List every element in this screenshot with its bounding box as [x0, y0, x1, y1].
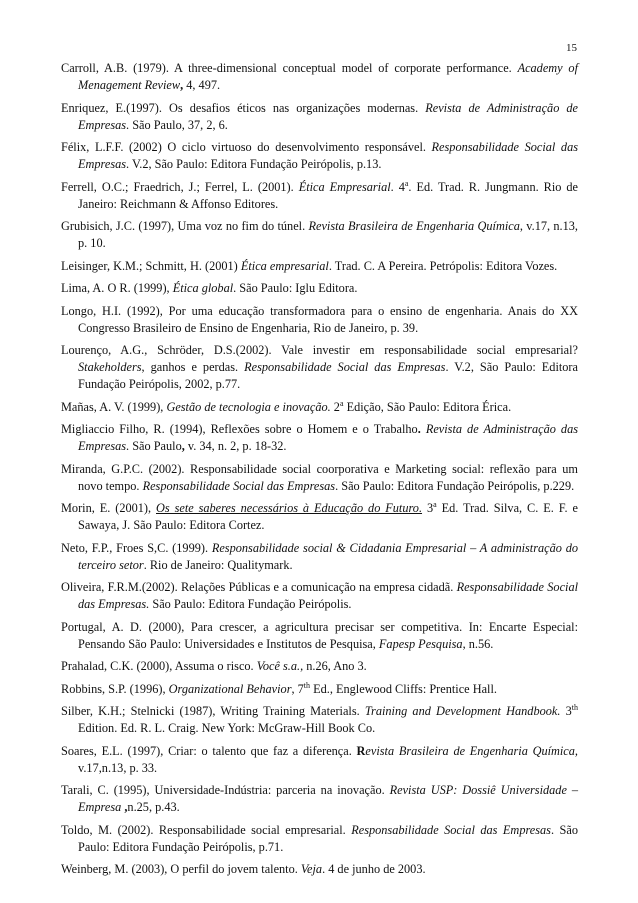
reference-text: Você s.a.,: [256, 659, 304, 673]
reference-text: th: [571, 702, 578, 712]
reference-text: Responsabilidade Social das Empresas: [244, 360, 446, 374]
page-number: 15: [566, 42, 577, 54]
reference-text: . V.2, São Paulo: Editora Fundação Peirópolis, p.13.: [126, 157, 382, 171]
reference-text: ,: [180, 78, 184, 92]
reference-text: Félix, L.F.F. (2002) O ciclo virtuoso do desenvolvimento responsável.: [61, 140, 432, 154]
reference-text: . 4 de junho de 2003.: [322, 862, 426, 876]
reference-text: Mañas, A. V. (1999),: [61, 399, 167, 414]
reference-text: Responsabilidade Social das Empresas.: [78, 580, 579, 611]
reference-text: a: [339, 398, 344, 408]
reference-text: . São Paulo, 37, 2, 6.: [126, 117, 228, 132]
reference-text: Portugal, A. D. (2000), Para crescer, a agricultura precisar ser competitiva. In: Encarte Especial: Pensando São Paulo: Universidades e Institutos de Pesquisa,: [61, 619, 578, 651]
reference-text: Ed., Englewood Cliffs: Prentice Hall.: [310, 681, 497, 696]
reference-text: . Trad. C. A Pereira. Petrópolis: Editora Vozes.: [328, 258, 558, 273]
reference-text: , n.56.: [462, 636, 494, 651]
reference-text: Prahalad, C.K. (2000), Assuma o risco.: [61, 659, 257, 673]
reference-entry: [61, 218, 578, 252]
reference-text: Enriquez, E.(1997). Os desafios éticos nas organizações modernas.: [61, 100, 426, 115]
reference-text: Migliaccio Filho, R. (1994), Reflexões sobre o Homem e o Trabalho: [61, 422, 418, 436]
reference-text: ,: [181, 439, 185, 453]
reference-text: Revista de Administração das Empresas: [78, 422, 579, 453]
reference-text: Responsabilidade Social das Empresas: [78, 140, 579, 171]
reference-text: Ed. Trad. Silva, C. E. F. e Sawaya, J. São Paulo: Editora Cortez.: [78, 501, 578, 532]
reference-entry: [61, 579, 578, 613]
reference-text: . Ed. Trad. R. Jungmann. Rio de Janeiro: Reichmann & Affonso Editores.: [78, 179, 578, 211]
reference-text: Weinberg, M. (2003), O perfil do jovem talento.: [61, 862, 301, 876]
reference-entry: [61, 258, 578, 275]
reference-text: R: [356, 743, 366, 758]
reference-text: Silber, K.H.; Stelnicki (1987), Writing Training Materials.: [61, 704, 365, 718]
reference-text: Morin, E. (2001),: [61, 501, 156, 515]
reference-text: Lima, A. O R. (1999),: [61, 281, 173, 295]
reference-text: . Rio de Janeiro: Qualitymark.: [143, 557, 293, 572]
reference-text: Veja: [300, 862, 323, 876]
reference-text: Soares, E.L. (1997), Criar: o talento que faz a diferença.: [61, 743, 357, 758]
reference-entry: [61, 619, 578, 653]
reference-text: a: [433, 499, 437, 509]
reference-entry: [61, 342, 578, 393]
reference-text: Leisinger, K.M.; Schmitt, H. (2001): [61, 258, 241, 273]
reference-text: Ferrell, O.C.; Fraedrich, J.; Ferrel, L. (2001).: [61, 179, 299, 194]
reference-text: evista Brasileira de Engenharia Química,: [365, 743, 578, 758]
reference-text: Miranda, G.P.C. (2002). Responsabilidade social coorporativa e Marketing social: reflexão para um novo tempo.: [61, 461, 578, 493]
reference-entry: [61, 60, 578, 94]
reference-text: a: [404, 178, 409, 188]
reference-text: 4, 497.: [183, 78, 221, 92]
reference-text: Ética Empresarial: [298, 179, 391, 194]
reference-text: Longo, H.I. (1992), Por uma educação transformadora para o ensino de engenharia. Anais do XX Congresso Brasileiro de Ensino de Engenharia, Rio de Janeiro, p. 39.: [61, 303, 578, 335]
reference-text: Training and Development Handbook.: [364, 704, 561, 718]
reference-text: Grubisich, J.C. (1997), Uma voz no fim do túnel.: [61, 219, 309, 233]
reference-text: v. 34, n. 2, p. 18-32.: [184, 439, 287, 453]
reference-entry: [61, 100, 578, 134]
reference-text: . São Paulo: Editora Fundação Peirópolis, p.71.: [78, 822, 578, 854]
reference-text: Ética empresarial: [240, 258, 329, 273]
reference-entry: [61, 421, 578, 455]
reference-entry: [61, 658, 578, 675]
reference-text: , ganhos e perdas.: [141, 360, 245, 374]
reference-text: Responsabilidade social & Cidadania Empresarial – A administração do terceiro setor: [78, 540, 578, 572]
reference-text: v.17,n.13, p. 33.: [78, 760, 158, 775]
reference-text: , 7: [291, 681, 304, 696]
reference-entry: [61, 861, 578, 878]
reference-entry: [61, 822, 578, 856]
reference-text: Revista Brasileira de Engenharia Química: [308, 219, 520, 233]
reference-entry: [61, 743, 578, 777]
reference-text: Fapesp Pesquisa: [378, 636, 463, 651]
reference-text: Oliveira, F.R.M.(2002). Relações Públicas e a comunicação na empresa cidadã.: [61, 580, 457, 594]
reference-text: . São Paulo: Editora Fundação Peirópolis, p.229.: [335, 478, 575, 493]
reference-text: 2: [330, 399, 340, 414]
reference-text: Revista USP: Dossiê Universidade – Empresa: [78, 783, 578, 814]
reference-text: . São Paulo: [126, 439, 182, 453]
reference-text: Gestão de tecnologia e inovação.: [166, 399, 331, 414]
reference-text: . V.2, São Paulo: Editora Fundação Peirópolis, 2002, p.77.: [78, 360, 578, 391]
reference-text: Tarali, C. (1995), Universidade-Indústria: parceria na inovação.: [61, 783, 390, 797]
reference-text: São Paulo: Editora Fundação Peirópolis.: [149, 597, 352, 611]
reference-entry: [61, 681, 578, 698]
reference-text: Edition. Ed. R. L. Craig. New York: McGraw-Hill Book Co.: [78, 721, 376, 735]
reference-entry: [61, 540, 578, 574]
reference-text: Toldo, M. (2002). Responsabilidade social empresarial.: [61, 822, 352, 837]
reference-text: Lourenço, A.G., Schröder, D.S.(2002). Vale investir em responsabilidade social empresarial?: [61, 343, 578, 357]
reference-entry: [61, 303, 578, 337]
reference-text: Organizational Behavior: [168, 681, 292, 696]
reference-list: [61, 60, 578, 884]
reference-entry: [61, 139, 578, 173]
reference-text: . 4: [390, 179, 405, 194]
reference-text: Revista de Administração de Empresas: [78, 100, 578, 132]
reference-entry: [61, 280, 578, 297]
reference-entry: [61, 500, 578, 534]
reference-text: 3: [422, 501, 434, 515]
reference-text: Academy of Menagement Review: [78, 61, 578, 92]
reference-text: , v.17, n.13, p. 10.: [78, 219, 578, 250]
reference-entry: [61, 703, 578, 737]
reference-text: Neto, F.P., Froes S,C. (1999).: [61, 540, 212, 555]
reference-text: 3: [560, 704, 572, 718]
reference-text: Os sete saberes necessários à Educação do Futuro.: [156, 501, 423, 515]
reference-text: Ética global: [172, 281, 234, 295]
reference-text: n.25, p.43.: [127, 800, 180, 814]
reference-text: n.26, Ano 3.: [303, 659, 367, 673]
reference-text: Responsabilidade Social das Empresas: [351, 822, 551, 837]
reference-text: ,: [124, 800, 128, 814]
reference-entry: [61, 461, 578, 495]
reference-entry: [61, 179, 578, 213]
reference-text: .: [417, 422, 421, 436]
reference-text: Responsabilidade Social das Empresas: [142, 478, 336, 493]
reference-text: th: [303, 680, 311, 690]
reference-text: Stakeholders: [78, 360, 142, 374]
reference-text: Robbins, S.P. (1996),: [61, 681, 169, 696]
reference-text: Edição, São Paulo: Editora Érica.: [343, 399, 512, 414]
reference-entry: [61, 782, 578, 816]
reference-text: Carroll, A.B. (1979). A three-dimensional conceptual model of corporate performance.: [61, 61, 518, 75]
reference-entry: [61, 399, 578, 416]
reference-text: . São Paulo: Iglu Editora.: [233, 281, 358, 295]
